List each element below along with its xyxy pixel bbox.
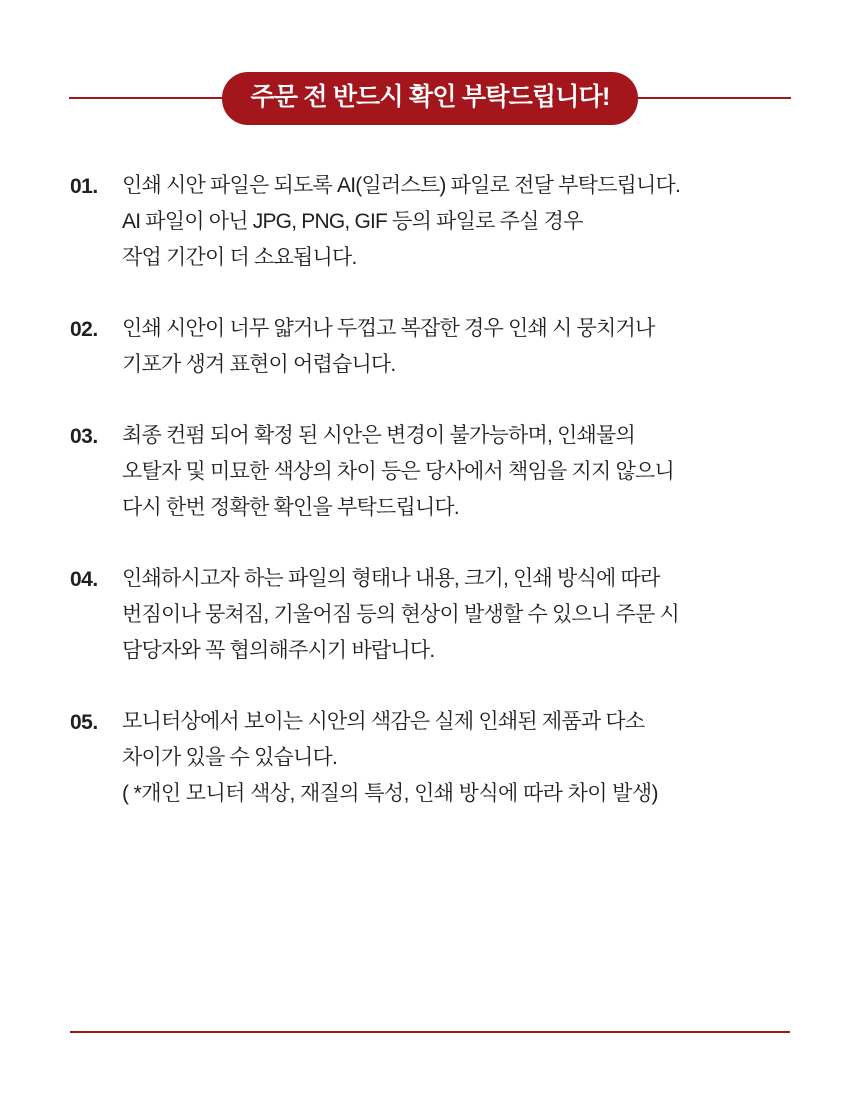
notice-number: 02. [70, 318, 98, 341]
notice-line: 다시 한번 정확한 확인을 부탁드립니다. [122, 496, 459, 519]
notice-body [122, 168, 798, 276]
notice-page [0, 72, 860, 1103]
notice-body [122, 561, 798, 669]
notice-number: 01. [70, 175, 98, 198]
notice-line: 인쇄 시안이 너무 얇거나 두껍고 복잡한 경우 인쇄 시 뭉치거나 [122, 317, 655, 340]
notice-line-note: ( *개인 모니터 색상, 재질의 특성, 인쇄 방식에 따라 차이 발생) [122, 782, 658, 805]
notice-line: 오탈자 및 미묘한 색상의 차이 등은 당사에서 책임을 지지 않으니 [122, 460, 674, 483]
list-item [70, 168, 798, 276]
notice-list [0, 168, 860, 812]
notice-number: 03. [70, 425, 98, 448]
notice-number: 05. [70, 711, 98, 734]
list-item [70, 704, 798, 812]
notice-line: 담당자와 꼭 협의해주시기 바랍니다. [122, 639, 435, 662]
notice-line: 작업 기간이 더 소요됩니다. [122, 246, 357, 269]
notice-line: 번짐이나 뭉쳐짐, 기울어짐 등의 현상이 발생할 수 있으니 주문 시 [122, 603, 679, 626]
notice-body [122, 418, 798, 526]
notice-body [122, 311, 798, 383]
notice-line: 인쇄 시안 파일은 되도록 AI(일러스트) 파일로 전달 부탁드립니다. [122, 174, 681, 197]
notice-header [0, 72, 860, 124]
notice-line: 최종 컨펌 되어 확정 된 시안은 변경이 불가능하며, 인쇄물의 [122, 424, 635, 447]
notice-line: 차이가 있을 수 있습니다. [122, 746, 337, 769]
notice-body [122, 704, 798, 812]
notice-line: 모니터상에서 보이는 시안의 색감은 실제 인쇄된 제품과 다소 [122, 710, 645, 733]
notice-number: 04. [70, 568, 98, 591]
notice-line: AI 파일이 아닌 JPG, PNG, GIF 등의 파일로 주실 경우 [122, 210, 583, 233]
list-item [70, 311, 798, 383]
notice-line: 인쇄하시고자 하는 파일의 형태나 내용, 크기, 인쇄 방식에 따라 [122, 567, 660, 590]
list-item [70, 561, 798, 669]
header-rule-left [69, 97, 224, 99]
footer-divider [70, 1031, 790, 1033]
notice-line: 기포가 생겨 표현이 어렵습니다. [122, 353, 396, 376]
list-item [70, 418, 798, 526]
header-rule-right [636, 97, 791, 99]
notice-badge-title: 주문 전 반드시 확인 부탁드립니다! [222, 72, 637, 125]
